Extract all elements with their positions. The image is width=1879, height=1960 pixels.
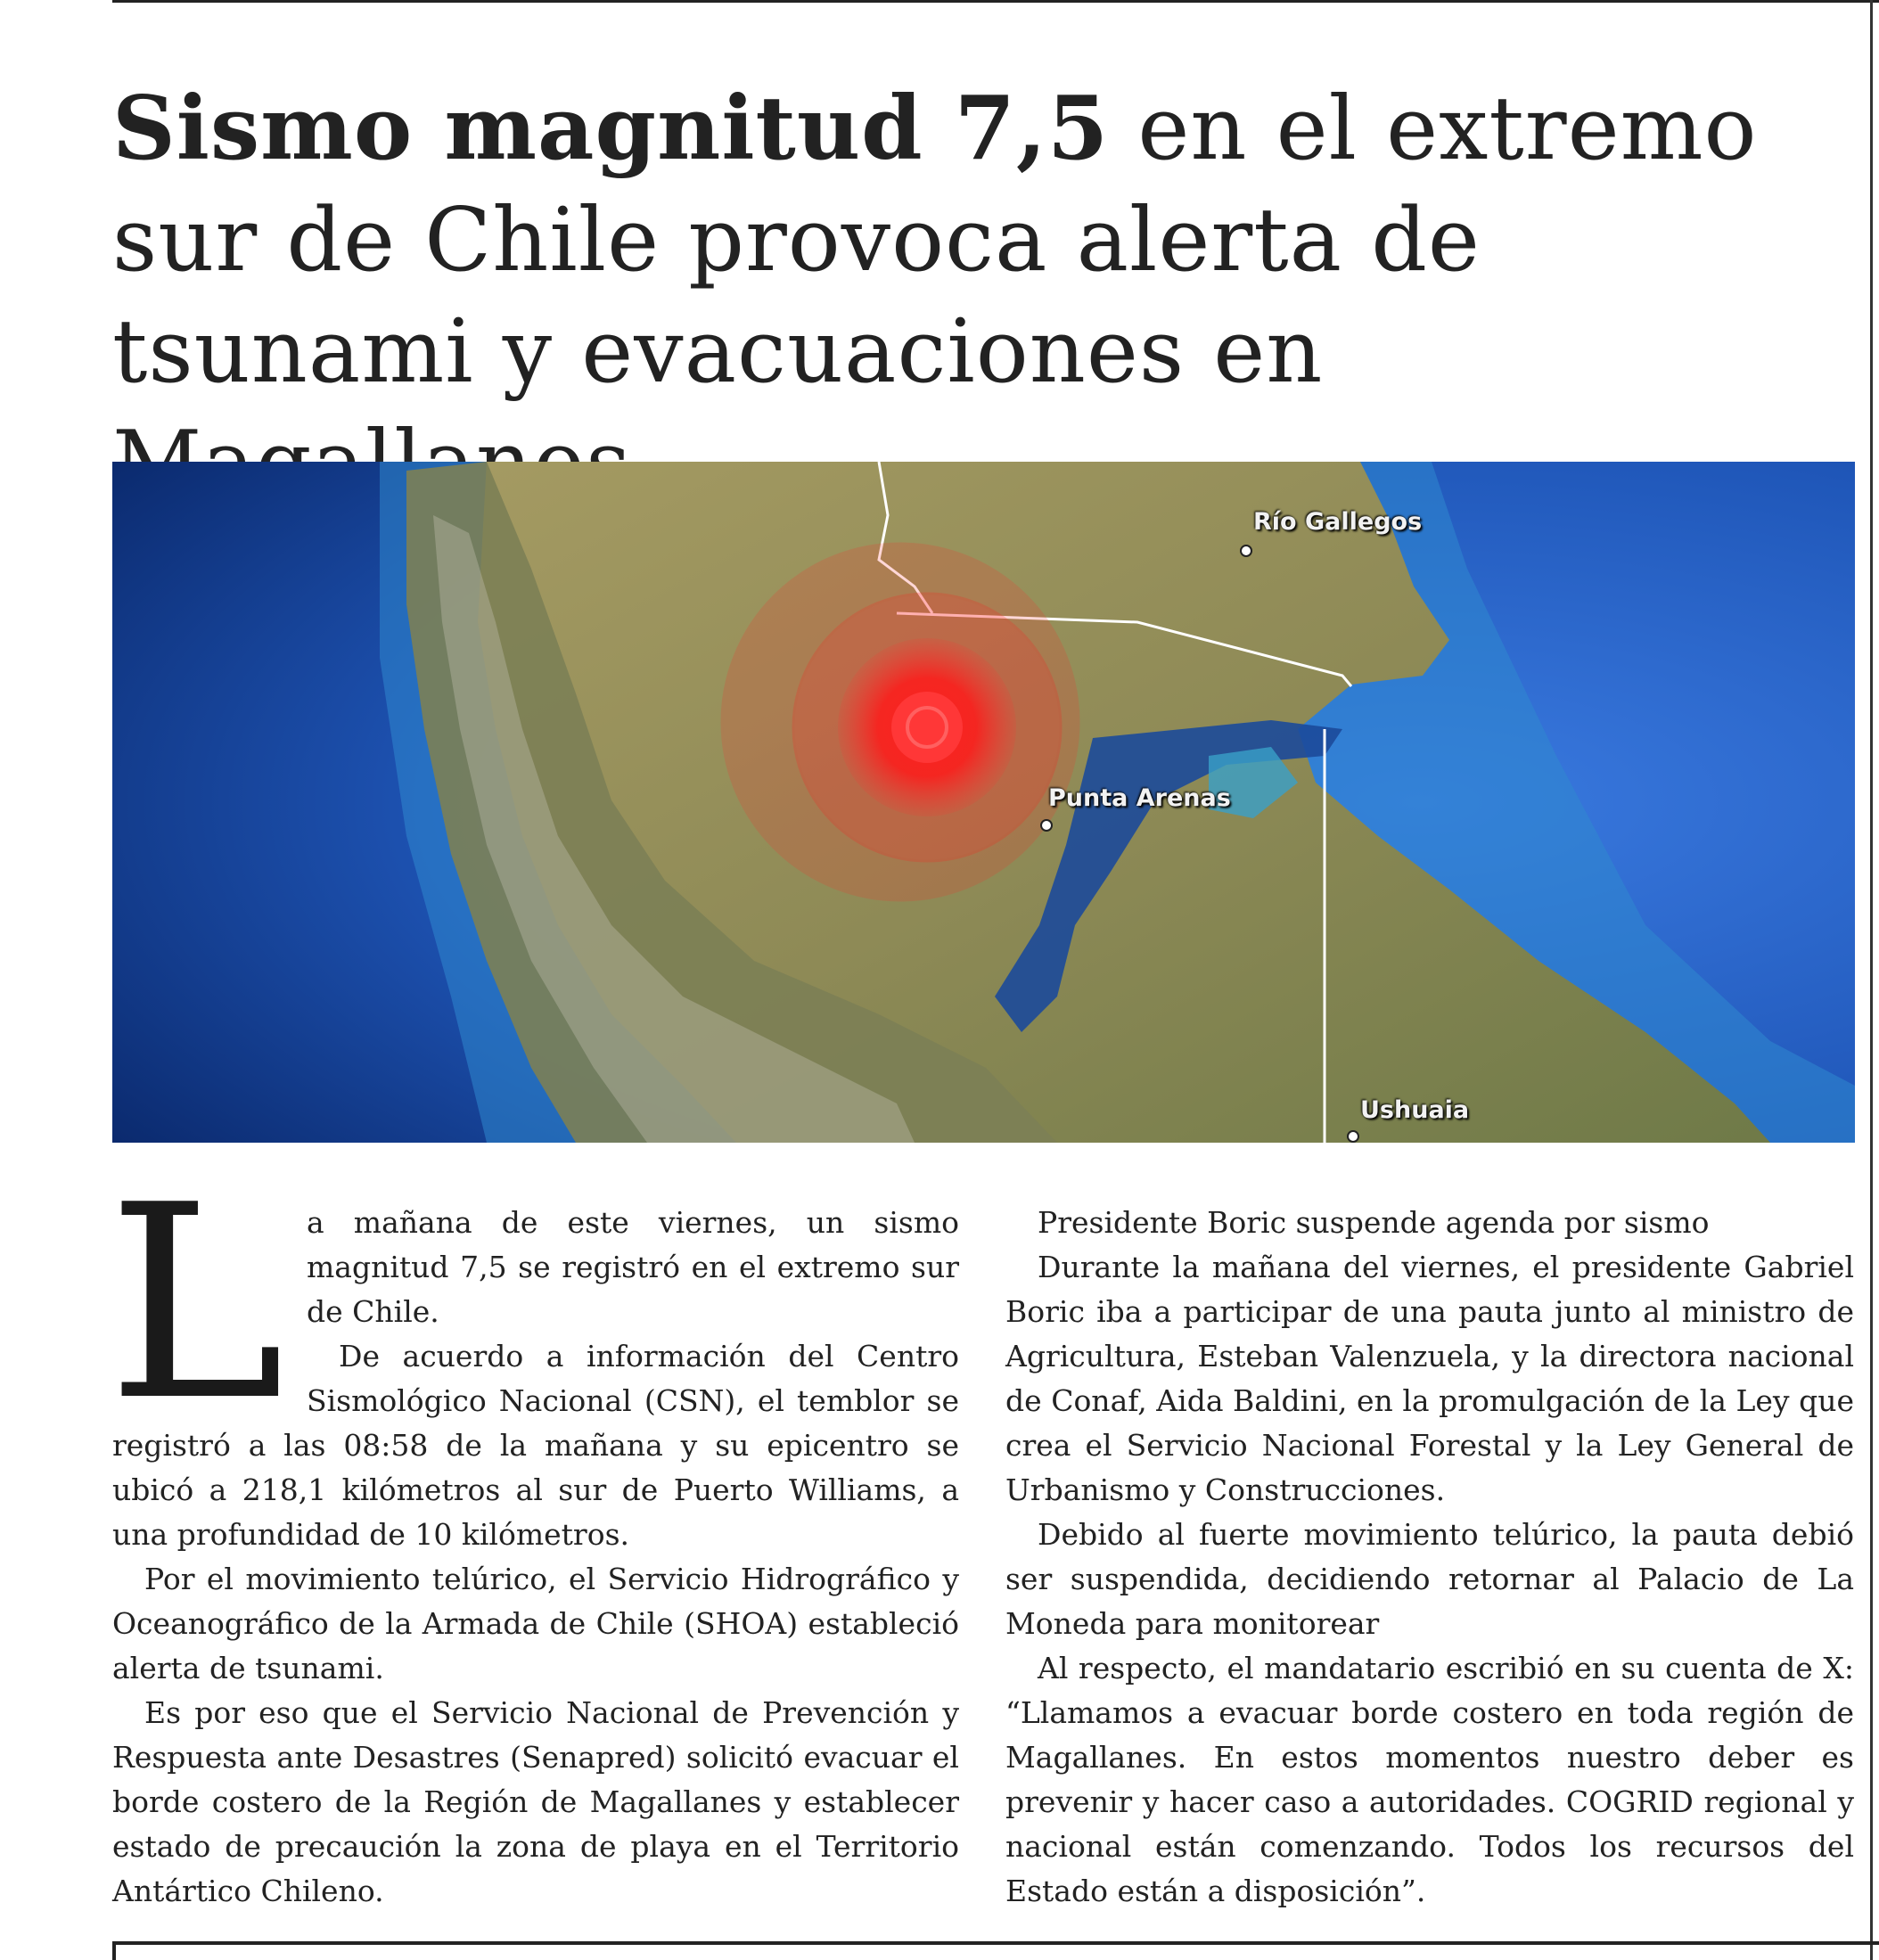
paragraph-6: Debido al fuerte movimiento telúrico, la pauta debió ser suspendida, decidiendo retornar al Palacio de La Moneda para monitorear — [1005, 1517, 1854, 1641]
article-right-column — [1005, 1201, 1854, 1914]
paragraph-7: Al respecto, el mandatario escribió en su cuenta de X: “Llamamos a evacuar borde costero en toda región de Magallanes. En estos momentos nuestro deber es prevenir y hacer caso a autoridades. COGRID regional y nacional están comenzando. Todos los recursos del Estado están a disposición”. — [1005, 1651, 1854, 1908]
headline — [112, 73, 1806, 520]
right-rule — [1870, 0, 1873, 1960]
article-left-column — [107, 1148, 959, 1914]
label-rio-gallegos: Río Gallegos — [1253, 508, 1423, 536]
subheading: Presidente Boric suspende agenda por sismo — [1038, 1205, 1710, 1240]
rio-gallegos-dot — [1241, 545, 1251, 556]
bottom-rule-tick — [112, 1941, 116, 1960]
paragraph-5: Durante la mañana del viernes, el presidente Gabriel Boric iba a participar de una pauta junto al ministro de Agricultura, Esteban Valenzuela, y la directora nacional de Conaf, Aida Baldini, en la promulgación de la Ley que crea el Servicio Nacional Forestal y la Ley General de Urbanismo y Construcciones. — [1005, 1250, 1854, 1507]
map-graphic — [112, 462, 1855, 1143]
punta-arenas-dot — [1041, 820, 1052, 831]
label-ushuaia: Ushuaia — [1360, 1096, 1470, 1124]
ushuaia-dot — [1348, 1131, 1358, 1142]
paragraph-4: Es por eso que el Servicio Nacional de Prevención y Respuesta ante Desastres (Senapred) solicitó evacuar el borde costero de la Región de Magallanes y establecer estado de precaución la zona de playa en el Territorio Antártico Chileno. — [112, 1695, 959, 1908]
paragraph-2: De acuerdo a información del Centro Sismológico Nacional (CSN), el temblor se registró a las 08:58 de la mañana y su epicentro se ubicó a 218,1 kilómetros al sur de Puerto Williams, a una profundidad de 10 kilómetros. — [112, 1339, 959, 1552]
paragraph-1: a mañana de este viernes, un sismo magnitud 7,5 se registró en el extremo sur de Chile. — [307, 1205, 959, 1329]
bottom-rule — [112, 1941, 1879, 1945]
drop-cap: L — [107, 1148, 285, 1459]
headline-bold: Sismo magnitud 7,5 — [112, 78, 1110, 180]
top-rule — [112, 0, 1879, 3]
epicenter-marker — [722, 544, 1079, 900]
map-image — [112, 462, 1855, 1143]
label-punta-arenas: Punta Arenas — [1048, 784, 1231, 812]
paragraph-3: Por el movimiento telúrico, el Servicio Hidrográfico y Oceanográfico de la Armada de Chile (SHOA) estableció alerta de tsunami. — [112, 1562, 959, 1685]
headline-rest: en el extremo sur de Chile provoca alerta de tsunami y evacuaciones en — [112, 78, 1758, 403]
